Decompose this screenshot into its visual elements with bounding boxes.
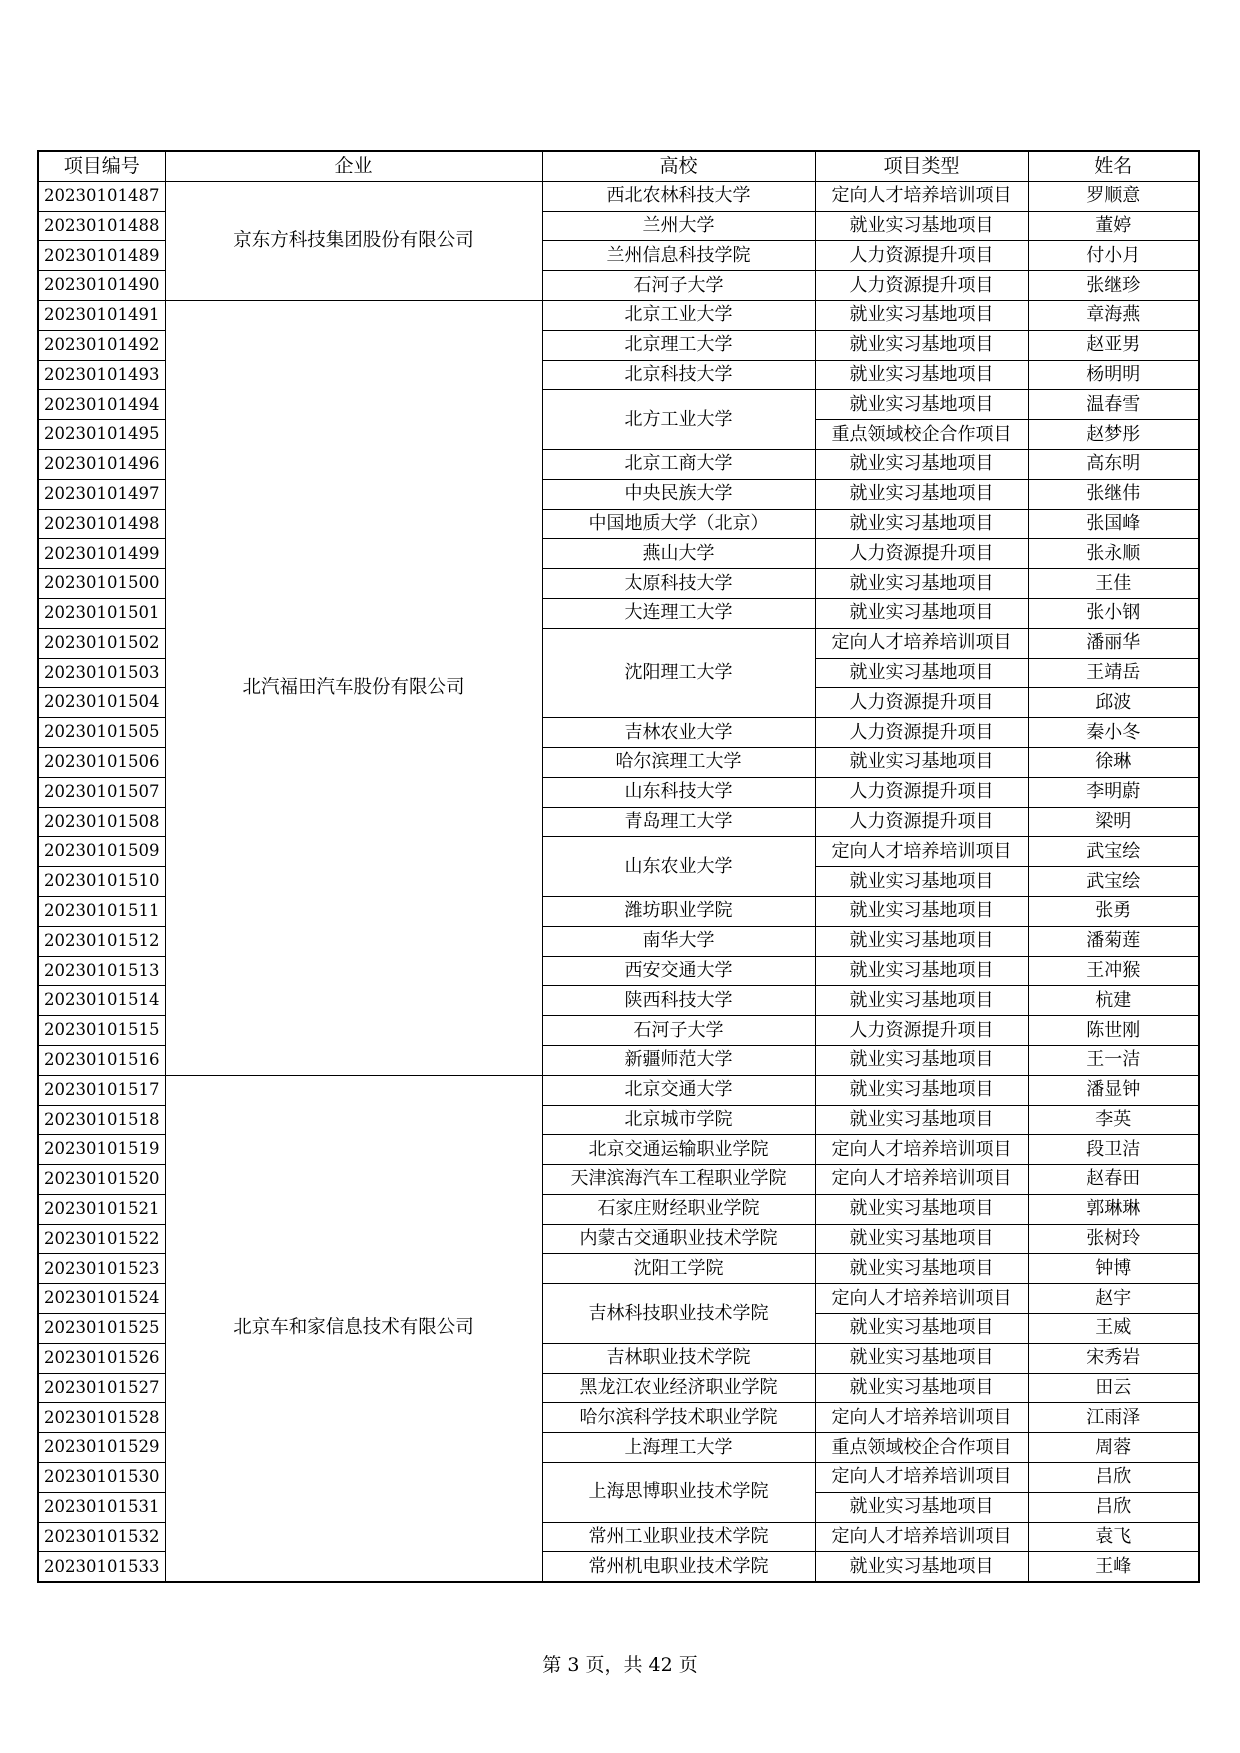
person-name-cell: 吕欣 <box>1028 1492 1199 1522</box>
person-name-cell: 赵亚男 <box>1028 330 1199 360</box>
university-cell: 沈阳理工大学 <box>542 628 815 717</box>
project-type-cell: 就业实习基地项目 <box>815 926 1028 956</box>
project-type-cell: 人力资源提升项目 <box>815 718 1028 748</box>
project-type-cell: 就业实习基地项目 <box>815 449 1028 479</box>
company-cell: 北汽福田汽车股份有限公司 <box>165 300 542 1075</box>
university-cell: 吉林科技职业技术学院 <box>542 1284 815 1344</box>
person-name-cell: 李明蔚 <box>1028 777 1199 807</box>
project-type-cell: 就业实习基地项目 <box>815 1254 1028 1284</box>
table-body <box>38 181 1199 1582</box>
university-cell: 北京交通大学 <box>542 1075 815 1105</box>
project-id-cell: 20230101522 <box>38 1224 165 1254</box>
university-cell: 兰州大学 <box>542 211 815 241</box>
project-id-cell: 20230101489 <box>38 241 165 271</box>
company-cell: 北京车和家信息技术有限公司 <box>165 1075 542 1582</box>
project-id-cell: 20230101504 <box>38 688 165 718</box>
person-name-cell: 徐琳 <box>1028 747 1199 777</box>
person-name-cell: 邱波 <box>1028 688 1199 718</box>
person-name-cell: 董婷 <box>1028 211 1199 241</box>
university-cell: 吉林职业技术学院 <box>542 1343 815 1373</box>
project-type-cell: 人力资源提升项目 <box>815 241 1028 271</box>
project-type-cell: 就业实习基地项目 <box>815 1224 1028 1254</box>
university-cell: 天津滨海汽车工程职业学院 <box>542 1165 815 1195</box>
project-id-cell: 20230101496 <box>38 449 165 479</box>
person-name-cell: 段卫洁 <box>1028 1135 1199 1165</box>
project-type-cell: 就业实习基地项目 <box>815 598 1028 628</box>
university-cell: 山东科技大学 <box>542 777 815 807</box>
person-name-cell: 王威 <box>1028 1314 1199 1344</box>
project-type-cell: 人力资源提升项目 <box>815 777 1028 807</box>
university-cell: 南华大学 <box>542 926 815 956</box>
header-name: 姓名 <box>1028 151 1199 181</box>
project-id-cell: 20230101487 <box>38 181 165 211</box>
project-id-cell: 20230101502 <box>38 628 165 658</box>
person-name-cell: 张继伟 <box>1028 479 1199 509</box>
person-name-cell: 钟博 <box>1028 1254 1199 1284</box>
university-cell: 北京工商大学 <box>542 449 815 479</box>
project-id-cell: 20230101523 <box>38 1254 165 1284</box>
project-id-cell: 20230101525 <box>38 1314 165 1344</box>
table-row <box>38 300 1199 330</box>
project-type-cell: 就业实习基地项目 <box>815 1045 1028 1075</box>
university-cell: 西安交通大学 <box>542 956 815 986</box>
university-cell: 上海思博职业技术学院 <box>542 1463 815 1523</box>
person-name-cell: 张永顺 <box>1028 539 1199 569</box>
project-id-cell: 20230101498 <box>38 509 165 539</box>
person-name-cell: 张勇 <box>1028 896 1199 926</box>
project-type-cell: 重点领域校企合作项目 <box>815 420 1028 450</box>
person-name-cell: 赵宇 <box>1028 1284 1199 1314</box>
project-id-cell: 20230101490 <box>38 271 165 301</box>
project-id-cell: 20230101529 <box>38 1433 165 1463</box>
project-id-cell: 20230101507 <box>38 777 165 807</box>
project-type-cell: 定向人才培养培训项目 <box>815 837 1028 867</box>
person-name-cell: 赵春田 <box>1028 1165 1199 1195</box>
university-cell: 石河子大学 <box>542 1016 815 1046</box>
project-id-cell: 20230101530 <box>38 1463 165 1493</box>
project-type-cell: 就业实习基地项目 <box>815 956 1028 986</box>
project-id-cell: 20230101508 <box>38 807 165 837</box>
university-cell: 沈阳工学院 <box>542 1254 815 1284</box>
person-name-cell: 武宝绘 <box>1028 867 1199 897</box>
project-type-cell: 定向人才培养培训项目 <box>815 181 1028 211</box>
project-id-cell: 20230101492 <box>38 330 165 360</box>
project-id-cell: 20230101503 <box>38 658 165 688</box>
university-cell: 西北农林科技大学 <box>542 181 815 211</box>
project-id-cell: 20230101531 <box>38 1492 165 1522</box>
person-name-cell: 吕欣 <box>1028 1463 1199 1493</box>
person-name-cell: 潘丽华 <box>1028 628 1199 658</box>
university-cell: 大连理工大学 <box>542 598 815 628</box>
person-name-cell: 章海燕 <box>1028 300 1199 330</box>
person-name-cell: 潘菊莲 <box>1028 926 1199 956</box>
person-name-cell: 王峰 <box>1028 1552 1199 1582</box>
person-name-cell: 秦小冬 <box>1028 718 1199 748</box>
university-cell: 北方工业大学 <box>542 390 815 450</box>
university-cell: 黑龙江农业经济职业学院 <box>542 1373 815 1403</box>
university-cell: 中央民族大学 <box>542 479 815 509</box>
project-id-cell: 20230101519 <box>38 1135 165 1165</box>
person-name-cell: 袁飞 <box>1028 1522 1199 1552</box>
project-id-cell: 20230101521 <box>38 1194 165 1224</box>
project-id-cell: 20230101524 <box>38 1284 165 1314</box>
university-cell: 上海理工大学 <box>542 1433 815 1463</box>
university-cell: 北京交通运输职业学院 <box>542 1135 815 1165</box>
project-id-cell: 20230101513 <box>38 956 165 986</box>
university-cell: 中国地质大学（北京） <box>542 509 815 539</box>
project-type-cell: 定向人才培养培训项目 <box>815 1522 1028 1552</box>
project-id-cell: 20230101494 <box>38 390 165 420</box>
project-type-cell: 定向人才培养培训项目 <box>815 628 1028 658</box>
project-id-cell: 20230101533 <box>38 1552 165 1582</box>
person-name-cell: 张继珍 <box>1028 271 1199 301</box>
project-type-cell: 就业实习基地项目 <box>815 1105 1028 1135</box>
project-id-cell: 20230101510 <box>38 867 165 897</box>
project-type-cell: 就业实习基地项目 <box>815 479 1028 509</box>
university-cell: 哈尔滨科学技术职业学院 <box>542 1403 815 1433</box>
table-row <box>38 181 1199 211</box>
person-name-cell: 杨明明 <box>1028 360 1199 390</box>
header-project-type: 项目类型 <box>815 151 1028 181</box>
person-name-cell: 周蓉 <box>1028 1433 1199 1463</box>
project-type-cell: 定向人才培养培训项目 <box>815 1463 1028 1493</box>
project-id-cell: 20230101514 <box>38 986 165 1016</box>
project-type-cell: 定向人才培养培训项目 <box>815 1165 1028 1195</box>
project-type-cell: 就业实习基地项目 <box>815 1343 1028 1373</box>
project-id-cell: 20230101515 <box>38 1016 165 1046</box>
project-id-cell: 20230101491 <box>38 300 165 330</box>
project-type-cell: 人力资源提升项目 <box>815 539 1028 569</box>
project-id-cell: 20230101493 <box>38 360 165 390</box>
person-name-cell: 王靖岳 <box>1028 658 1199 688</box>
university-cell: 潍坊职业学院 <box>542 896 815 926</box>
table-header-row <box>38 151 1199 181</box>
university-cell: 兰州信息科技学院 <box>542 241 815 271</box>
university-cell: 青岛理工大学 <box>542 807 815 837</box>
project-id-cell: 20230101517 <box>38 1075 165 1105</box>
university-cell: 内蒙古交通职业技术学院 <box>542 1224 815 1254</box>
project-type-cell: 就业实习基地项目 <box>815 360 1028 390</box>
project-type-cell: 就业实习基地项目 <box>815 1373 1028 1403</box>
person-name-cell: 王一洁 <box>1028 1045 1199 1075</box>
project-id-cell: 20230101512 <box>38 926 165 956</box>
project-id-cell: 20230101509 <box>38 837 165 867</box>
table-row <box>38 1075 1199 1105</box>
project-type-cell: 就业实习基地项目 <box>815 1492 1028 1522</box>
university-cell: 哈尔滨理工大学 <box>542 747 815 777</box>
project-id-cell: 20230101495 <box>38 420 165 450</box>
project-type-cell: 定向人才培养培训项目 <box>815 1135 1028 1165</box>
university-cell: 山东农业大学 <box>542 837 815 897</box>
person-name-cell: 张小钢 <box>1028 598 1199 628</box>
project-id-cell: 20230101505 <box>38 718 165 748</box>
person-name-cell: 李英 <box>1028 1105 1199 1135</box>
project-type-cell: 人力资源提升项目 <box>815 688 1028 718</box>
university-cell: 北京城市学院 <box>542 1105 815 1135</box>
project-type-cell: 人力资源提升项目 <box>815 1016 1028 1046</box>
project-id-cell: 20230101527 <box>38 1373 165 1403</box>
project-type-cell: 就业实习基地项目 <box>815 867 1028 897</box>
project-type-cell: 就业实习基地项目 <box>815 1194 1028 1224</box>
project-type-cell: 就业实习基地项目 <box>815 986 1028 1016</box>
project-table <box>37 150 1200 1583</box>
project-id-cell: 20230101500 <box>38 569 165 599</box>
header-company: 企业 <box>165 151 542 181</box>
project-id-cell: 20230101528 <box>38 1403 165 1433</box>
university-cell: 北京理工大学 <box>542 330 815 360</box>
project-type-cell: 重点领域校企合作项目 <box>815 1433 1028 1463</box>
project-id-cell: 20230101518 <box>38 1105 165 1135</box>
university-cell: 吉林农业大学 <box>542 718 815 748</box>
project-id-cell: 20230101499 <box>38 539 165 569</box>
header-university: 高校 <box>542 151 815 181</box>
project-type-cell: 就业实习基地项目 <box>815 747 1028 777</box>
person-name-cell: 赵梦彤 <box>1028 420 1199 450</box>
project-id-cell: 20230101520 <box>38 1165 165 1195</box>
company-cell: 京东方科技集团股份有限公司 <box>165 181 542 300</box>
person-name-cell: 杭建 <box>1028 986 1199 1016</box>
project-id-cell: 20230101526 <box>38 1343 165 1373</box>
person-name-cell: 高东明 <box>1028 449 1199 479</box>
project-type-cell: 人力资源提升项目 <box>815 807 1028 837</box>
project-type-cell: 就业实习基地项目 <box>815 896 1028 926</box>
project-type-cell: 就业实习基地项目 <box>815 1552 1028 1582</box>
university-cell: 燕山大学 <box>542 539 815 569</box>
university-cell: 常州机电职业技术学院 <box>542 1552 815 1582</box>
person-name-cell: 武宝绘 <box>1028 837 1199 867</box>
person-name-cell: 温春雪 <box>1028 390 1199 420</box>
project-id-cell: 20230101501 <box>38 598 165 628</box>
person-name-cell: 宋秀岩 <box>1028 1343 1199 1373</box>
person-name-cell: 王冲猴 <box>1028 956 1199 986</box>
page-footer: 第 3 页，共 42 页 <box>542 1654 698 1676</box>
university-cell: 石河子大学 <box>542 271 815 301</box>
project-type-cell: 人力资源提升项目 <box>815 271 1028 301</box>
project-type-cell: 就业实习基地项目 <box>815 330 1028 360</box>
project-type-cell: 就业实习基地项目 <box>815 1314 1028 1344</box>
project-id-cell: 20230101506 <box>38 747 165 777</box>
project-id-cell: 20230101532 <box>38 1522 165 1552</box>
university-cell: 常州工业职业技术学院 <box>542 1522 815 1552</box>
project-type-cell: 就业实习基地项目 <box>815 509 1028 539</box>
project-id-cell: 20230101511 <box>38 896 165 926</box>
person-name-cell: 田云 <box>1028 1373 1199 1403</box>
project-type-cell: 定向人才培养培训项目 <box>815 1403 1028 1433</box>
university-cell: 新疆师范大学 <box>542 1045 815 1075</box>
person-name-cell: 陈世刚 <box>1028 1016 1199 1046</box>
project-id-cell: 20230101497 <box>38 479 165 509</box>
person-name-cell: 付小月 <box>1028 241 1199 271</box>
person-name-cell: 郭琳琳 <box>1028 1194 1199 1224</box>
university-cell: 石家庄财经职业学院 <box>542 1194 815 1224</box>
project-type-cell: 就业实习基地项目 <box>815 390 1028 420</box>
project-id-cell: 20230101516 <box>38 1045 165 1075</box>
project-type-cell: 就业实习基地项目 <box>815 300 1028 330</box>
university-cell: 太原科技大学 <box>542 569 815 599</box>
project-id-cell: 20230101488 <box>38 211 165 241</box>
project-type-cell: 就业实习基地项目 <box>815 569 1028 599</box>
person-name-cell: 张国峰 <box>1028 509 1199 539</box>
university-cell: 陕西科技大学 <box>542 986 815 1016</box>
person-name-cell: 梁明 <box>1028 807 1199 837</box>
header-project-id: 项目编号 <box>38 151 165 181</box>
university-cell: 北京工业大学 <box>542 300 815 330</box>
person-name-cell: 潘显钟 <box>1028 1075 1199 1105</box>
project-type-cell: 就业实习基地项目 <box>815 658 1028 688</box>
person-name-cell: 江雨泽 <box>1028 1403 1199 1433</box>
person-name-cell: 王佳 <box>1028 569 1199 599</box>
project-type-cell: 就业实习基地项目 <box>815 1075 1028 1105</box>
university-cell: 北京科技大学 <box>542 360 815 390</box>
project-type-cell: 就业实习基地项目 <box>815 211 1028 241</box>
person-name-cell: 张树玲 <box>1028 1224 1199 1254</box>
person-name-cell: 罗顺意 <box>1028 181 1199 211</box>
project-type-cell: 定向人才培养培训项目 <box>815 1284 1028 1314</box>
